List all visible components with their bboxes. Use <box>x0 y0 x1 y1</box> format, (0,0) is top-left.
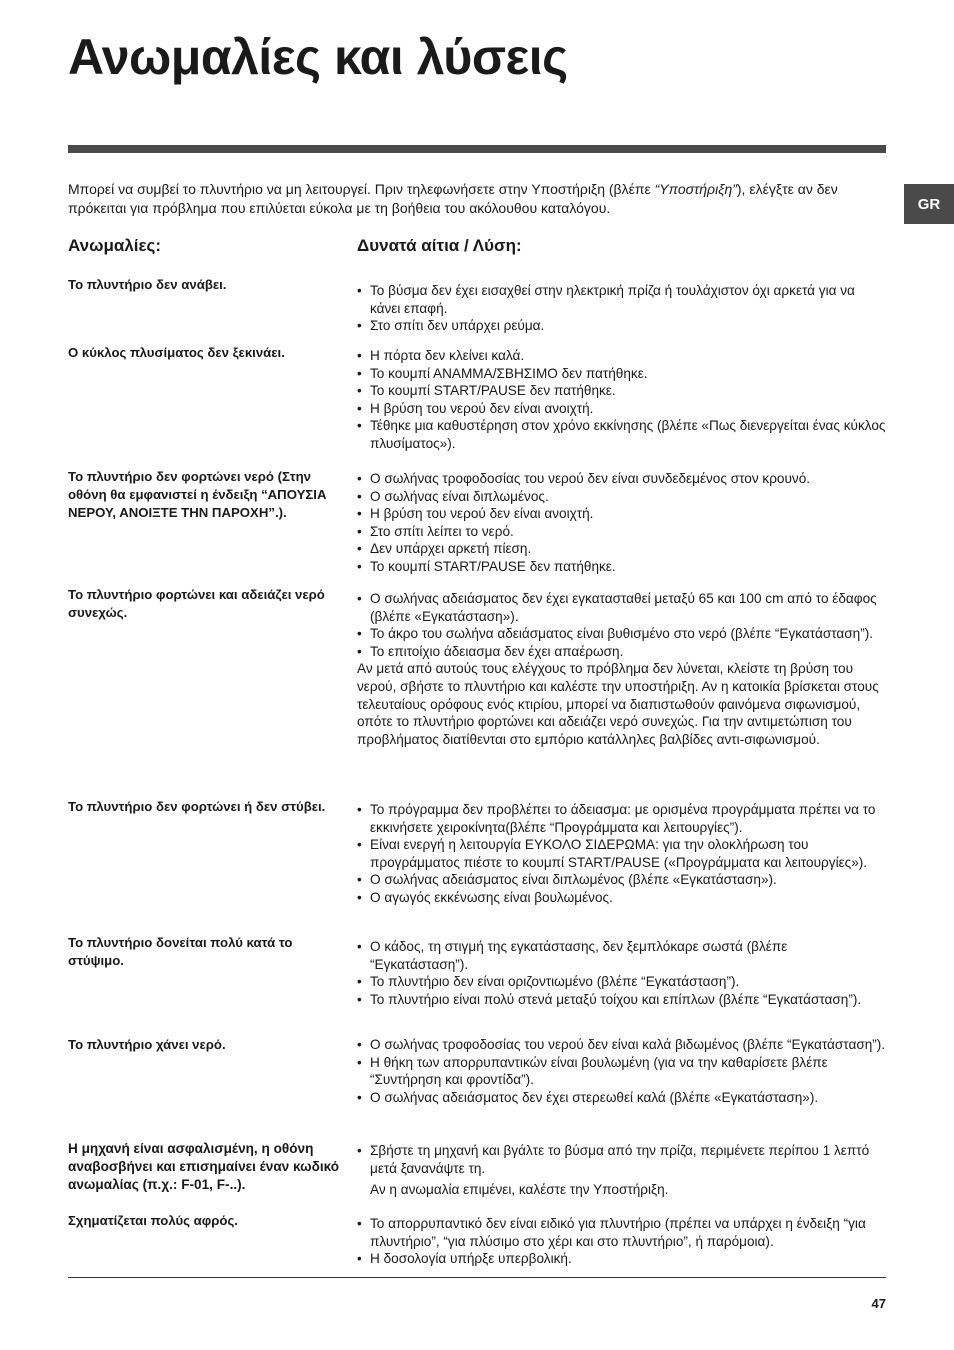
cause-item: • Το απορρυπαντικό δεν είναι ειδικό για πλυντήριο (πρέπει να υπάρχει η ένδειξη “για πλυντήριο”, “για πλύσιμο στο χέρι και στο πλυντήριο”, ή παρόμοια). <box>357 1216 866 1249</box>
solutions-heading: Δυνατά αίτια / Λύση: <box>357 236 522 255</box>
solution-note: Αν η ανωμαλία επιμένει, καλέστε την Υποστήριξη. <box>370 1182 669 1198</box>
cause-item: • Ο αγωγός εκκένωσης είναι βουλωμένος. <box>357 889 613 905</box>
intro-text: Μπορεί να συμβεί το πλυντήριο να μη λειτουργεί. Πριν τηλεφωνήσετε στην Υποστήριξη (βλέπε <box>68 181 655 197</box>
cause-item: • Ο σωλήνας τροφοδοσίας του νερού δεν είναι συνδεδεμένος στον κρουνό. <box>357 471 811 486</box>
cause-list <box>357 347 886 453</box>
cause-item: • Το πλυντήριο είναι πολύ στενά μεταξύ τοίχου και επίπλων (βλέπε “Εγκατάσταση”). <box>357 991 862 1007</box>
solution-block <box>357 347 886 453</box>
solution-block <box>357 938 886 1008</box>
intro-paragraph <box>68 180 886 218</box>
cause-item: • Το βύσμα δεν έχει εισαχθεί στην ηλεκτρική πρίζα ή τουλάχιστον όχι αρκετά για να κάνει επαφή. <box>357 283 855 316</box>
cause-item: • Η θήκη των απορρυπαντικών είναι βουλωμένη (για να την καθαρίσετε βλέπε “Συντήρηση και φροντίδα”). <box>357 1054 828 1088</box>
cause-item: • Στο σπίτι δεν υπάρχει ρεύμα. <box>357 318 545 334</box>
problem-text: Ο κύκλος πλυσίματος δεν ξεκινάει. <box>68 345 285 360</box>
cause-item: • Το επιτοίχιο άδειασμα δεν έχει απαέρωση. <box>357 643 624 659</box>
intro-reference: “Υποστήριξη” <box>654 181 737 197</box>
cause-item: • Το κουμπί START/PAUSE δεν πατήθηκε. <box>357 383 616 399</box>
language-tab: GR <box>904 184 954 224</box>
solution-note: Αν μετά από αυτούς τους ελέγχους το πρόβλημα δεν λύνεται, κλείστε τη βρύση του νερού, σβήστε το πλυντήριο και καλέστε την υποστήριξη. Αν η κατοικία βρίσκεται στους τελευταίους ορόφους ενός κτιρίου, μπορεί να διαπιστωθούν φαινόμενα σιφωνισμού, οπότε το πλυντήριο φορτώνει και αδειάζει νερό συνεχώς. Για την αντιμετώπιση του προβλήματος διατίθενται στο εμπόριο κατάλληλες βαλβίδες αντι-σιφωνισμού. <box>357 661 879 747</box>
solution-block <box>357 1142 886 1199</box>
cause-item: • Στο σπίτι λείπει το νερό. <box>357 523 514 539</box>
problem-text: Το πλυντήριο δεν ανάβει. <box>68 277 227 292</box>
cause-item: • Τέθηκε μια καθυστέρηση στον χρόνο εκκίνησης (βλέπε «Πως διενεργείται ένας κύκλος πλυσίματος»). <box>357 418 886 451</box>
cause-list <box>357 1036 886 1106</box>
solution-block <box>357 282 886 335</box>
footer-divider <box>68 1277 886 1278</box>
solution-block <box>357 1215 886 1268</box>
cause-item: • Ο σωλήνας αδειάσματος είναι διπλωμένος (βλέπε «Εγκατάσταση»). <box>357 872 777 888</box>
cause-item: • Σβήστε τη μηχανή και βγάλτε το βύσμα από την πρίζα, περιμένετε περίπου 1 λεπτό μετά ξανανάψτε τη. <box>357 1143 870 1176</box>
problem-text: Το πλυντήριο φορτώνει και αδειάζει νερό συνεχώς. <box>68 587 325 620</box>
solution-block <box>357 590 886 748</box>
cause-item: • Η δοσολογία υπήρξε υπερβολική. <box>357 1251 572 1267</box>
problem-text: Σχηματίζεται πολύς αφρός. <box>68 1213 238 1228</box>
problem-text: Το πλυντήριο δεν φορτώνει νερό (Στην οθόνη θα εμφανιστεί η ένδειξη “ΑΠΟΥΣΙΑ ΝΕΡΟΥ, ΑΝΟΙΞΤΕ ΤΗΝ ΠΑΡΟΧΗ”.). <box>68 469 327 520</box>
cause-item: • Το κουμπί ΑΝΑΜΜΑ/ΣΒΗΣΙΜΟ δεν πατήθηκε. <box>357 365 648 381</box>
page-title: Ανωμαλίες και λύσεις <box>68 29 568 85</box>
title-divider <box>68 145 886 153</box>
solution-block <box>357 1036 886 1106</box>
cause-item: • Ο σωλήνας τροφοδοσίας του νερού δεν είναι καλά βιδωμένος (βλέπε “Εγκατάσταση”). <box>357 1037 886 1052</box>
cause-item: • Το πλυντήριο δεν είναι οριζοντιωμένο (βλέπε “Εγκατάσταση”). <box>357 974 740 990</box>
cause-list <box>357 590 886 660</box>
cause-item: • Η βρύση του νερού δεν είναι ανοιχτή. <box>357 506 594 522</box>
cause-list <box>357 470 886 576</box>
cause-item: • Ο κάδος, τη στιγμή της εγκατάστασης, δεν ξεμπλόκαρε σωστά (βλέπε “Εγκατάσταση”). <box>357 939 788 972</box>
solution-block <box>357 801 886 907</box>
problem-text: Η μηχανή είναι ασφαλισμένη, η οθόνη αναβοσβήνει και επισημαίνει έναν κωδικό ανωμαλίας (π.χ.: F-01, F-..). <box>68 1141 340 1192</box>
cause-item: • Η βρύση του νερού δεν είναι ανοιχτή. <box>357 400 594 416</box>
cause-list <box>357 1215 886 1268</box>
cause-item: • Η πόρτα δεν κλείνει καλά. <box>357 348 525 363</box>
cause-list <box>357 801 886 907</box>
solution-block <box>357 470 886 576</box>
problem-text: Το πλυντήριο δονείται πολύ κατά το στύψιμο. <box>68 935 293 968</box>
cause-list <box>357 1142 886 1177</box>
page-number: 47 <box>871 1296 886 1311</box>
cause-item: • Το κουμπί START/PAUSE δεν πατήθηκε. <box>357 558 616 574</box>
cause-item: • Ο σωλήνας είναι διπλωμένος. <box>357 488 549 504</box>
cause-item: • Δεν υπάρχει αρκετή πίεση. <box>357 541 532 557</box>
cause-item: • Το πρόγραμμα δεν προβλέπει το άδειασμα: με ορισμένα προγράμματα πρέπει να το εκκινήσετε χειροκίνητα(βλέπε “Προγράμματα και λειτουργίες”). <box>357 802 876 835</box>
cause-list <box>357 282 886 335</box>
problem-text: Το πλυντήριο δεν φορτώνει ή δεν στύβει. <box>68 799 326 814</box>
cause-item: • Ο σωλήνας αδειάσματος δεν έχει εγκατασταθεί μεταξύ 65 και 100 cm από το έδαφος (βλέπε «Εγκατάσταση»). <box>357 591 877 624</box>
problems-heading: Ανωμαλίες: <box>68 236 162 255</box>
problem-text: Το πλυντήριο χάνει νερό. <box>68 1037 226 1052</box>
cause-list <box>357 938 886 1008</box>
cause-item: • Το άκρο του σωλήνα αδειάσματος είναι βυθισμένο στο νερό (βλέπε “Εγκατάσταση”). <box>357 626 874 642</box>
cause-item: • Είναι ενεργή η λειτουργία ΕΥΚΟΛΟ ΣΙΔΕΡΩΜΑ: για την ολοκλήρωση του προγράμματος πιέστε το κουμπί START/PAUSE («Προγράμματα και λειτουργίες»). <box>357 837 868 870</box>
cause-item: • Ο σωλήνας αδειάσματος δεν έχει στερεωθεί καλά (βλέπε «Εγκατάσταση»). <box>357 1089 819 1105</box>
intro-text-end: ), ελέγξτε αν δεν πρόκειται για πρόβλημα που επιλύεται εύκολα με τη βοήθεια του ακόλουθου καταλόγου. <box>68 181 838 216</box>
